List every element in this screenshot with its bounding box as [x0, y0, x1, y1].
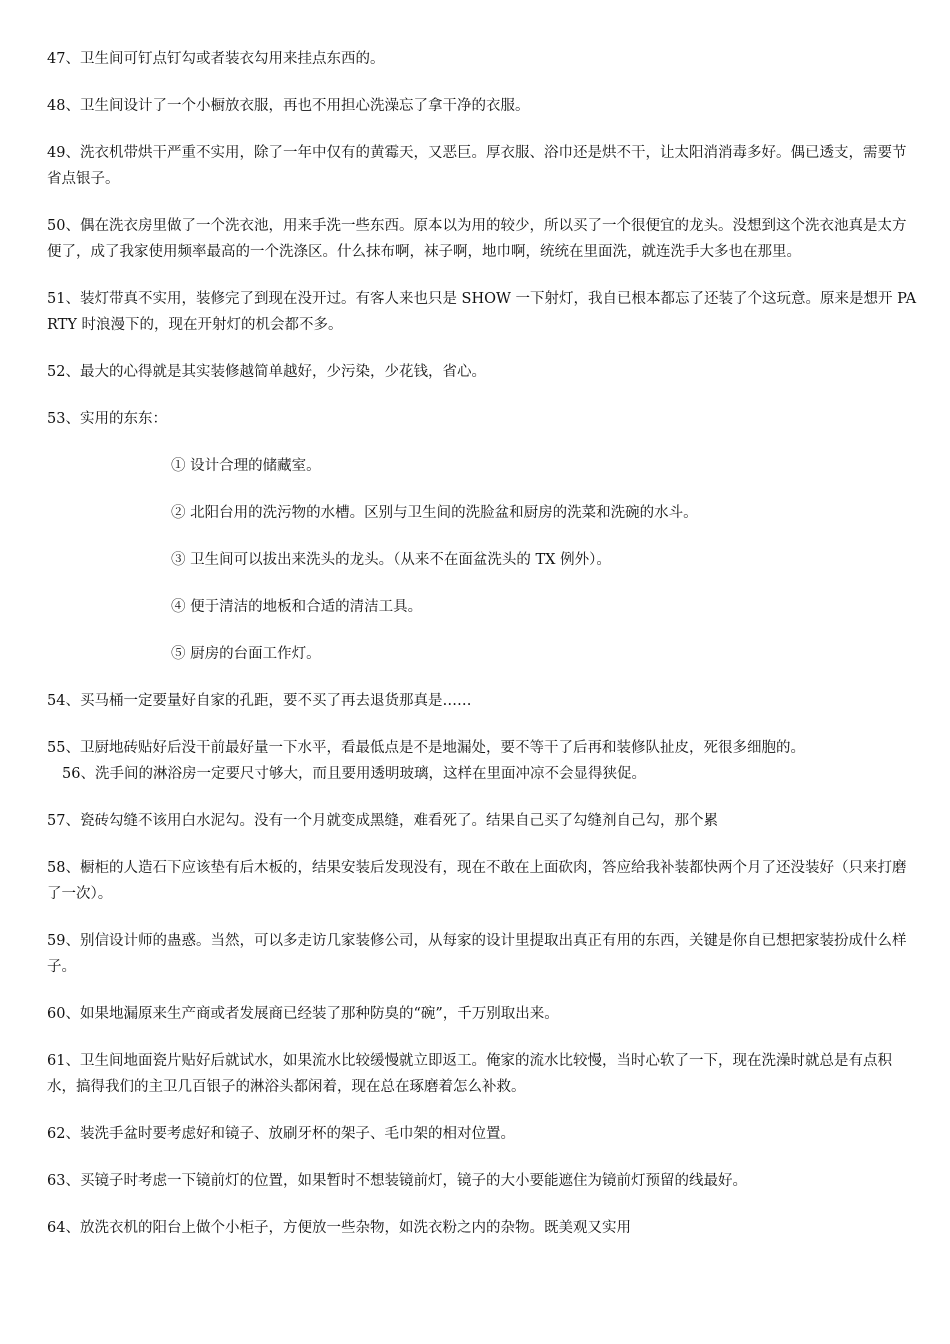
item-57: 57、瓷砖勾缝不该用白水泥勾。没有一个月就变成黑缝，难看死了。结果自己买了勾缝剂自己勾，那个累 — [47, 813, 718, 829]
item-63: 63、买镜子时考虑一下镜前灯的位置，如果暂时不想装镜前灯，镜子的大小要能遮住为镜前灯预留的线最好。 — [47, 1173, 747, 1189]
item-51: 51、装灯带真不实用，装修完了到现在没开过。有客人来也只是 SHOW 一下射灯，我自已根本都忘了还装了个这玩意。原来是想开 PARTY 时浪漫下的，现在开射灯的机会都不多。 — [47, 291, 917, 333]
item-61: 61、卫生间地面瓷片贴好后就试水，如果流水比较缓慢就立即返工。俺家的流水比较慢，当时心软了一下，现在洗澡时就总是有点积水，搞得我们的主卫几百银子的淋浴头都闲着，现在总在琢磨着怎么补救。 — [47, 1053, 892, 1095]
item-64: 64、放洗衣机的阳台上做个小柜子，方便放一些杂物，如洗衣粉之内的杂物。既美观又实用 — [47, 1220, 631, 1236]
item-59: 59、别信设计师的蛊惑。当然，可以多走访几家装修公司，从每家的设计里提取出真正有用的东西，关键是你自已想把家装扮成什么样子。 — [47, 933, 907, 975]
item-60: 60、如果地漏原来生产商或者发展商已经装了那种防臭的“碗”，千万别取出来。 — [47, 1006, 559, 1022]
item-53: 53、实用的东东： — [47, 411, 167, 427]
item-47: 47、卫生间可钉点钉勾或者装衣勾用来挂点东西的。 — [47, 51, 385, 67]
item-52: 52、最大的心得就是其实装修越简单越好，少污染，少花钱，省心。 — [47, 364, 486, 380]
sub-item-1: ① 设计合理的储藏室。 — [171, 458, 321, 474]
item-55: 55、卫厨地砖贴好后没干前最好量一下水平，看最低点是不是地漏处，要不等干了后再和装修队扯皮，死很多细胞的。 — [47, 740, 805, 756]
item-48: 48、卫生间设计了一个小橱放衣服，再也不用担心洗澡忘了拿干净的衣服。 — [47, 98, 530, 114]
sub-item-5: ⑤ 厨房的台面工作灯。 — [171, 646, 321, 662]
item-50: 50、偶在洗衣房里做了一个洗衣池，用来手洗一些东西。原本以为用的较少，所以买了一个很便宜的龙头。没想到这个洗衣池真是太方便了，成了我家使用频率最高的一个洗涤区。什么抹布啊，袜子啊，地巾啊，统统在里面洗，就连洗手大多也在那里。 — [47, 218, 907, 260]
item-49: 49、洗衣机带烘干严重不实用，除了一年中仅有的黄霉天，又恶巨。厚衣服、浴巾还是烘不干，让太阳消消毒多好。偶已透支，需要节省点银子。 — [47, 145, 907, 187]
item-54: 54、买马桶一定要量好自家的孔距，要不买了再去退货那真是…… — [47, 693, 472, 709]
sub-item-4: ④ 便于清洁的地板和合适的清洁工具。 — [171, 599, 423, 615]
item-56: 56、洗手间的淋浴房一定要尺寸够大，而且要用透明玻璃，这样在里面冲凉不会显得狭促。 — [62, 766, 646, 782]
item-62: 62、装洗手盆时要考虑好和镜子、放刷牙杯的架子、毛巾架的相对位置。 — [47, 1126, 515, 1142]
document-page — [47, 46, 917, 1262]
sub-item-2: ② 北阳台用的洗污物的水槽。区别与卫生间的洗脸盆和厨房的洗菜和洗碗的水斗。 — [171, 505, 698, 521]
item-58: 58、橱柜的人造石下应该垫有后木板的，结果安装后发现没有，现在不敢在上面砍肉，答应给我补装都快两个月了还没装好（只来打磨了一次）。 — [47, 860, 907, 902]
sub-item-3: ③ 卫生间可以拔出来洗头的龙头。（从来不在面盆洗头的 TX 例外）。 — [171, 552, 611, 568]
